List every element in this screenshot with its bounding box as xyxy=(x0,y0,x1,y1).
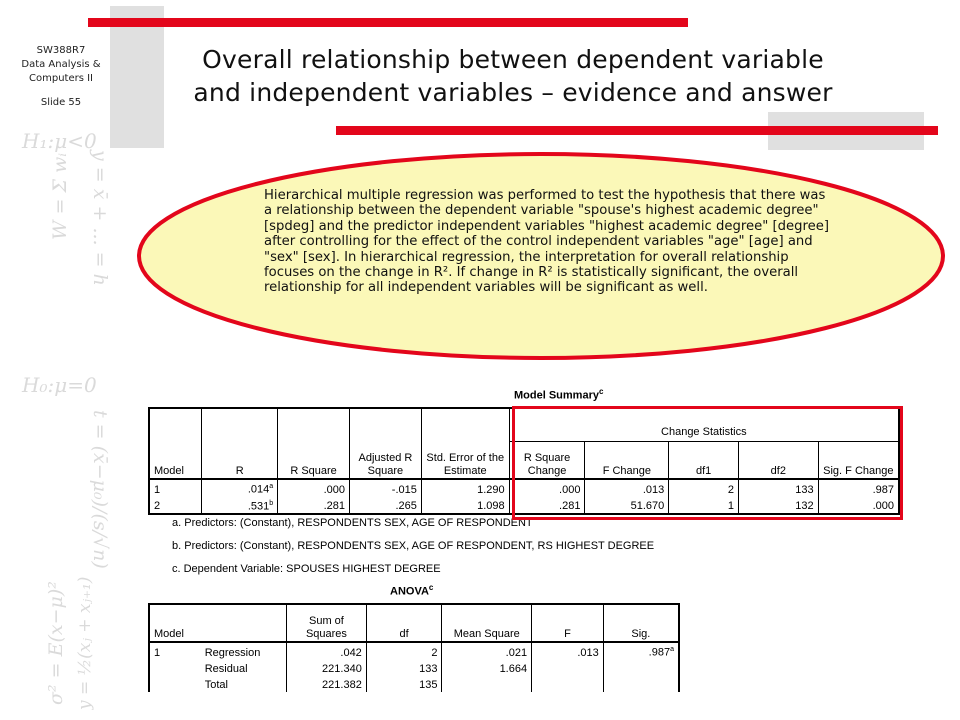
slide-title xyxy=(150,43,876,109)
cell-df: 2 xyxy=(366,642,442,660)
cell-sig-f-change: .987 xyxy=(818,479,899,497)
cell-sig xyxy=(603,676,679,692)
cell-f xyxy=(532,676,604,692)
model-summary-footnotes xyxy=(172,517,654,586)
header-model: Model xyxy=(149,604,287,642)
cell-source: Total xyxy=(201,676,287,692)
table-row xyxy=(149,660,679,676)
change-statistics-highlight xyxy=(512,406,903,520)
anova-table xyxy=(148,603,680,692)
course-name-line2: Computers II xyxy=(29,73,93,84)
header-adjusted-r-square: Adjusted R Square xyxy=(349,442,421,480)
header-sig-f-change: Sig. F Change xyxy=(818,442,899,480)
statistics-formula-watermark xyxy=(14,120,112,710)
cell-model xyxy=(149,660,201,676)
course-name-line1: Data Analysis & xyxy=(21,59,101,70)
cell-df: 135 xyxy=(366,676,442,692)
header-model: Model xyxy=(149,442,202,480)
course-info xyxy=(0,44,122,110)
anova-title-text: ANOVA xyxy=(390,585,429,598)
cell-f: .013 xyxy=(532,642,604,660)
header-sum-of-squares: Sum of Squares xyxy=(287,604,367,642)
model-summary-title-text: Model Summary xyxy=(514,389,599,402)
cell-r xyxy=(202,479,278,497)
model-summary-title xyxy=(514,387,603,402)
course-code: SW388R7 xyxy=(36,45,86,56)
svg-text:H₁:μ<0: H₁:μ<0 xyxy=(22,129,97,153)
header-r-square: R Square xyxy=(278,442,350,480)
header-sig: Sig. xyxy=(603,604,679,642)
svg-text:σ² = E(x−μ)²: σ² = E(x−μ)² xyxy=(45,581,67,705)
svg-text:y = ½(xⱼ + xⱼ₊₁): y = ½(xⱼ + xⱼ₊₁) xyxy=(75,576,95,710)
cell-adj-r-square: .265 xyxy=(349,497,421,515)
cell-r-square-change: .281 xyxy=(509,497,585,515)
svg-text:H₀:μ=0: H₀:μ=0 xyxy=(22,373,97,397)
cell-df1: 2 xyxy=(669,479,739,497)
cell-r-square: .000 xyxy=(278,479,350,497)
cell-model: 1 xyxy=(149,479,202,497)
model-summary-title-sup: c xyxy=(598,387,604,396)
cell-ms: .021 xyxy=(442,642,532,660)
cell-r-value: .531 xyxy=(247,500,270,513)
title-top-red-rule xyxy=(88,18,688,27)
cell-f xyxy=(532,660,604,676)
cell-source: Regression xyxy=(201,642,287,660)
anova-title xyxy=(390,583,433,598)
header-r: R xyxy=(202,442,278,480)
cell-df1: 1 xyxy=(669,497,739,515)
cell-sig-f-change: .000 xyxy=(818,497,899,515)
cell-ms xyxy=(442,676,532,692)
footnote-b: b. Predictors: (Constant), RESPONDENTS SEX, AGE OF RESPONDENT, RS HIGHEST DEGREE xyxy=(172,540,655,552)
cell-sig xyxy=(603,660,679,676)
cell-std-error: 1.290 xyxy=(421,479,509,497)
header-mean-square: Mean Square xyxy=(442,604,532,642)
cell-model: 1 xyxy=(149,642,201,660)
svg-text:W = Σ wᵢ: W = Σ wᵢ xyxy=(49,152,71,240)
cell-ss: .042 xyxy=(287,642,367,660)
svg-text:t = (x̄−μ₀)/(s/√n): t = (x̄−μ₀)/(s/√n) xyxy=(89,410,111,569)
slide-title-line1: Overall relationship between dependent variable xyxy=(202,45,824,74)
cell-r-footnote: b xyxy=(269,499,274,507)
change-statistics-header: Change Statistics xyxy=(509,408,899,442)
cell-r xyxy=(202,497,278,515)
title-bottom-red-rule xyxy=(336,126,938,135)
header-df1: df1 xyxy=(669,442,739,480)
table-row xyxy=(149,676,679,692)
anova-title-sup: c xyxy=(428,583,434,592)
header-f: F xyxy=(532,604,604,642)
cell-r-square-change: .000 xyxy=(509,479,585,497)
cell-sig-value: .987 xyxy=(648,646,671,659)
cell-source: Residual xyxy=(201,660,287,676)
cell-r-square: .281 xyxy=(278,497,350,515)
cell-r-value: .014 xyxy=(247,483,270,496)
callout-text: Hierarchical multiple regression was performed to test the hypothesis that there was a relationship between the dependent variable "spouse's highest academic degree" [spdeg] and the predictor independent variables "highest academic degree" [degree] after controlling for the effect of the control independent variables "age" [age] and "sex" [sex]. In hierarchical regression, the interpretation for overall relationship focuses on the change in R². If change in R² is statistically significant, the overall relationship for all independent variables will be significant as well. xyxy=(264,188,829,296)
cell-sig-footnote: a xyxy=(670,646,674,653)
cell-df: 133 xyxy=(366,660,442,676)
cell-sig xyxy=(603,642,679,660)
header-std-error: Std. Error of the Estimate xyxy=(421,442,509,480)
table-row xyxy=(149,642,679,660)
cell-ss: 221.382 xyxy=(287,676,367,692)
svg-text:y = x̄ + ... = h: y = x̄ + ... = h xyxy=(89,150,111,286)
cell-std-error: 1.098 xyxy=(421,497,509,515)
cell-r-footnote: a xyxy=(269,483,274,490)
anova-header-row xyxy=(149,604,679,642)
cell-f-change: 51.670 xyxy=(585,497,669,515)
header-df: df xyxy=(366,604,442,642)
cell-model: 2 xyxy=(149,497,202,515)
footnote-c: c. Dependent Variable: SPOUSES HIGHEST DEGREE xyxy=(172,563,441,575)
footnote-a: a. Predictors: (Constant), RESPONDENTS SEX, AGE OF RESPONDENT xyxy=(172,517,533,529)
slide-title-line2: and independent variables – evidence and answer xyxy=(193,78,833,107)
cell-df2: 132 xyxy=(738,497,818,515)
cell-adj-r-square: -.015 xyxy=(349,479,421,497)
cell-model xyxy=(149,676,201,692)
cell-f-change: .013 xyxy=(585,479,669,497)
cell-df2: 133 xyxy=(738,479,818,497)
slide-number: Slide 55 xyxy=(40,97,82,108)
header-df2: df2 xyxy=(738,442,818,480)
header-r-square-change: R Square Change xyxy=(509,442,585,480)
cell-ms: 1.664 xyxy=(442,660,532,676)
cell-ss: 221.340 xyxy=(287,660,367,676)
header-f-change: F Change xyxy=(585,442,669,480)
